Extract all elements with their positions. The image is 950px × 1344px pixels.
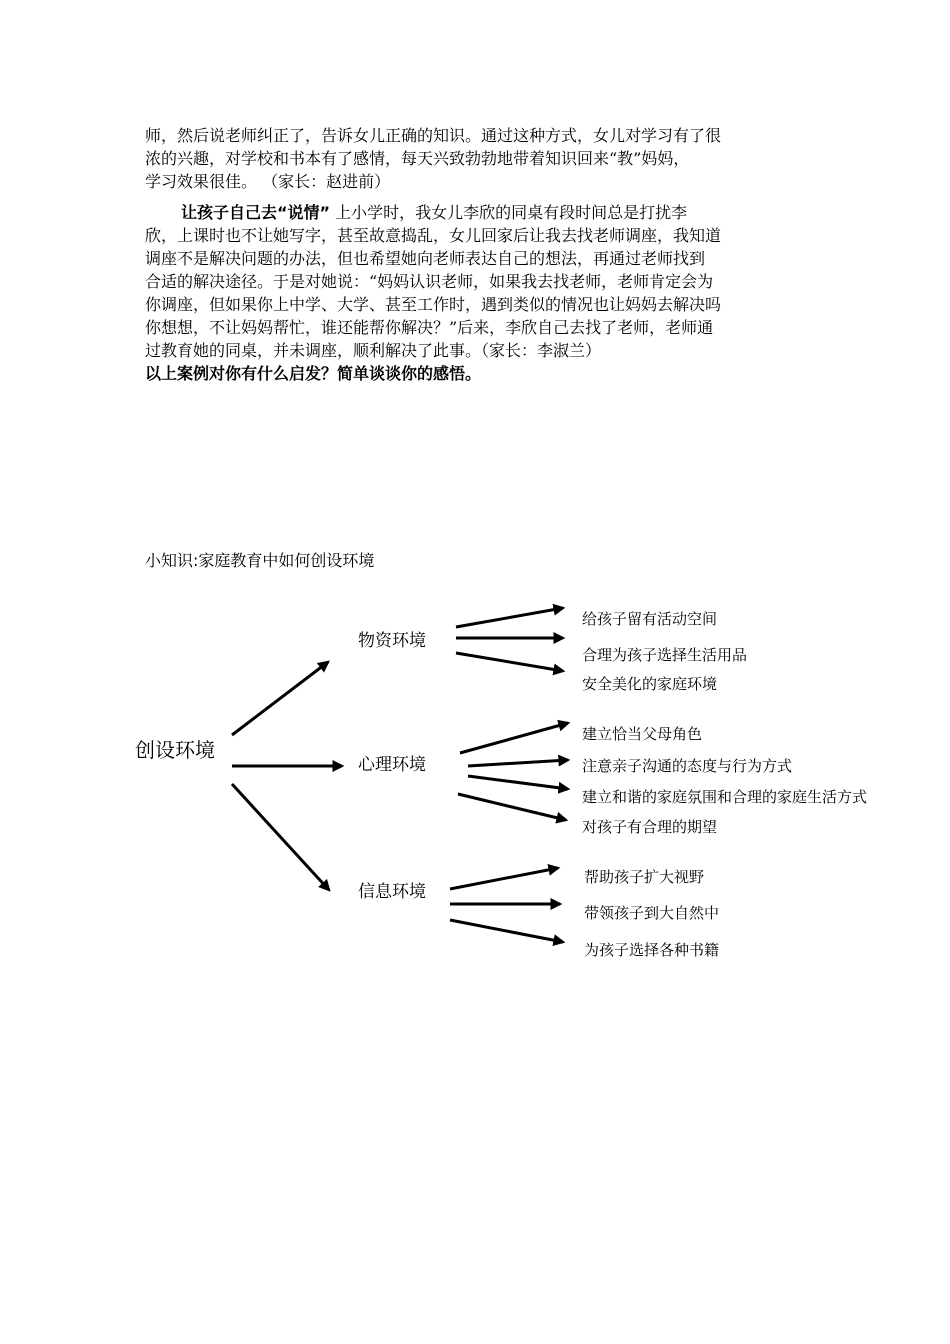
- branch-label-2: 心理环境: [358, 755, 426, 775]
- text-line: 你想想，不让妈妈帮忙，谁还能帮你解决？”后来，李欣自己去找了老师，老师通: [145, 318, 714, 337]
- text-line: 师，然后说老师纠正了，告诉女儿正确的知识。通过这种方式，女儿对学习有了很: [145, 126, 722, 145]
- branch3-arrow-1: [450, 868, 558, 889]
- leaf-item: 带领孩子到大自然中: [584, 904, 720, 922]
- leaf-item: 对孩子有合理的期望: [582, 818, 718, 836]
- branch2-arrow-1: [460, 723, 568, 753]
- tip-title: 小知识:家庭教育中如何创设环境: [145, 551, 375, 570]
- text-line: 欣，上课时也不让她写字，甚至故意捣乱，女儿回家后让我去找老师调座，我知道: [145, 226, 722, 245]
- text-line: 过教育她的同桌，并未调座，顺利解决了此事。（家长：李淑兰）: [145, 341, 602, 360]
- text-line: 上小学时，我女儿李欣的同桌有段时间总是打扰李: [330, 203, 688, 222]
- leaf-item: 安全美化的家庭环境: [582, 675, 718, 693]
- diagram-root: 创设环境: [135, 738, 215, 762]
- case-title: 让孩子自己去“说情”: [181, 203, 331, 222]
- text-line: 合适的解决途径。于是对她说：“妈妈认识老师，如果我去找老师，老师肯定会为: [145, 272, 714, 291]
- branch1-arrow-1: [456, 608, 563, 627]
- branch-label-3: 信息环境: [358, 882, 426, 902]
- leaf-item: 注意亲子沟通的态度与行为方式: [582, 757, 793, 775]
- text-line: 你调座，但如果你上中学、大学、甚至工作时，遇到类似的情况也让妈妈去解决吗: [145, 295, 722, 314]
- text-line: 学习效果很佳。 （家长：赵进前）: [145, 172, 391, 191]
- branch1-arrow-3: [456, 653, 563, 671]
- branch2-arrow-2: [468, 760, 568, 766]
- text-line: 调座不是解决问题的办法，但也希望她向老师表达自己的想法，再通过老师找到: [145, 249, 706, 268]
- leaf-item: 建立和谐的家庭氛围和合理的家庭生活方式: [582, 788, 868, 806]
- leaf-item: 合理为孩子选择生活用品: [582, 646, 748, 664]
- leaf-item: 帮助孩子扩大视野: [584, 868, 705, 886]
- root-arrow-1: [232, 662, 328, 735]
- branch2-arrow-3: [468, 776, 568, 789]
- branch3-arrow-3: [450, 920, 563, 942]
- leaf-item: 建立恰当父母角色: [582, 725, 703, 743]
- branch-label-1: 物资环境: [358, 631, 426, 651]
- root-arrow-3: [232, 784, 329, 890]
- leaf-item: 为孩子选择各种书籍: [584, 941, 720, 959]
- leaf-item: 给孩子留有活动空间: [582, 610, 718, 628]
- branch2-arrow-4: [458, 794, 566, 820]
- question: 以上案例对你有什么启发？简单谈谈你的感悟。: [145, 364, 482, 383]
- text-line: 浓的兴趣，对学校和书本有了感情，每天兴致勃勃地带着知识回来“教”妈妈，: [145, 149, 690, 168]
